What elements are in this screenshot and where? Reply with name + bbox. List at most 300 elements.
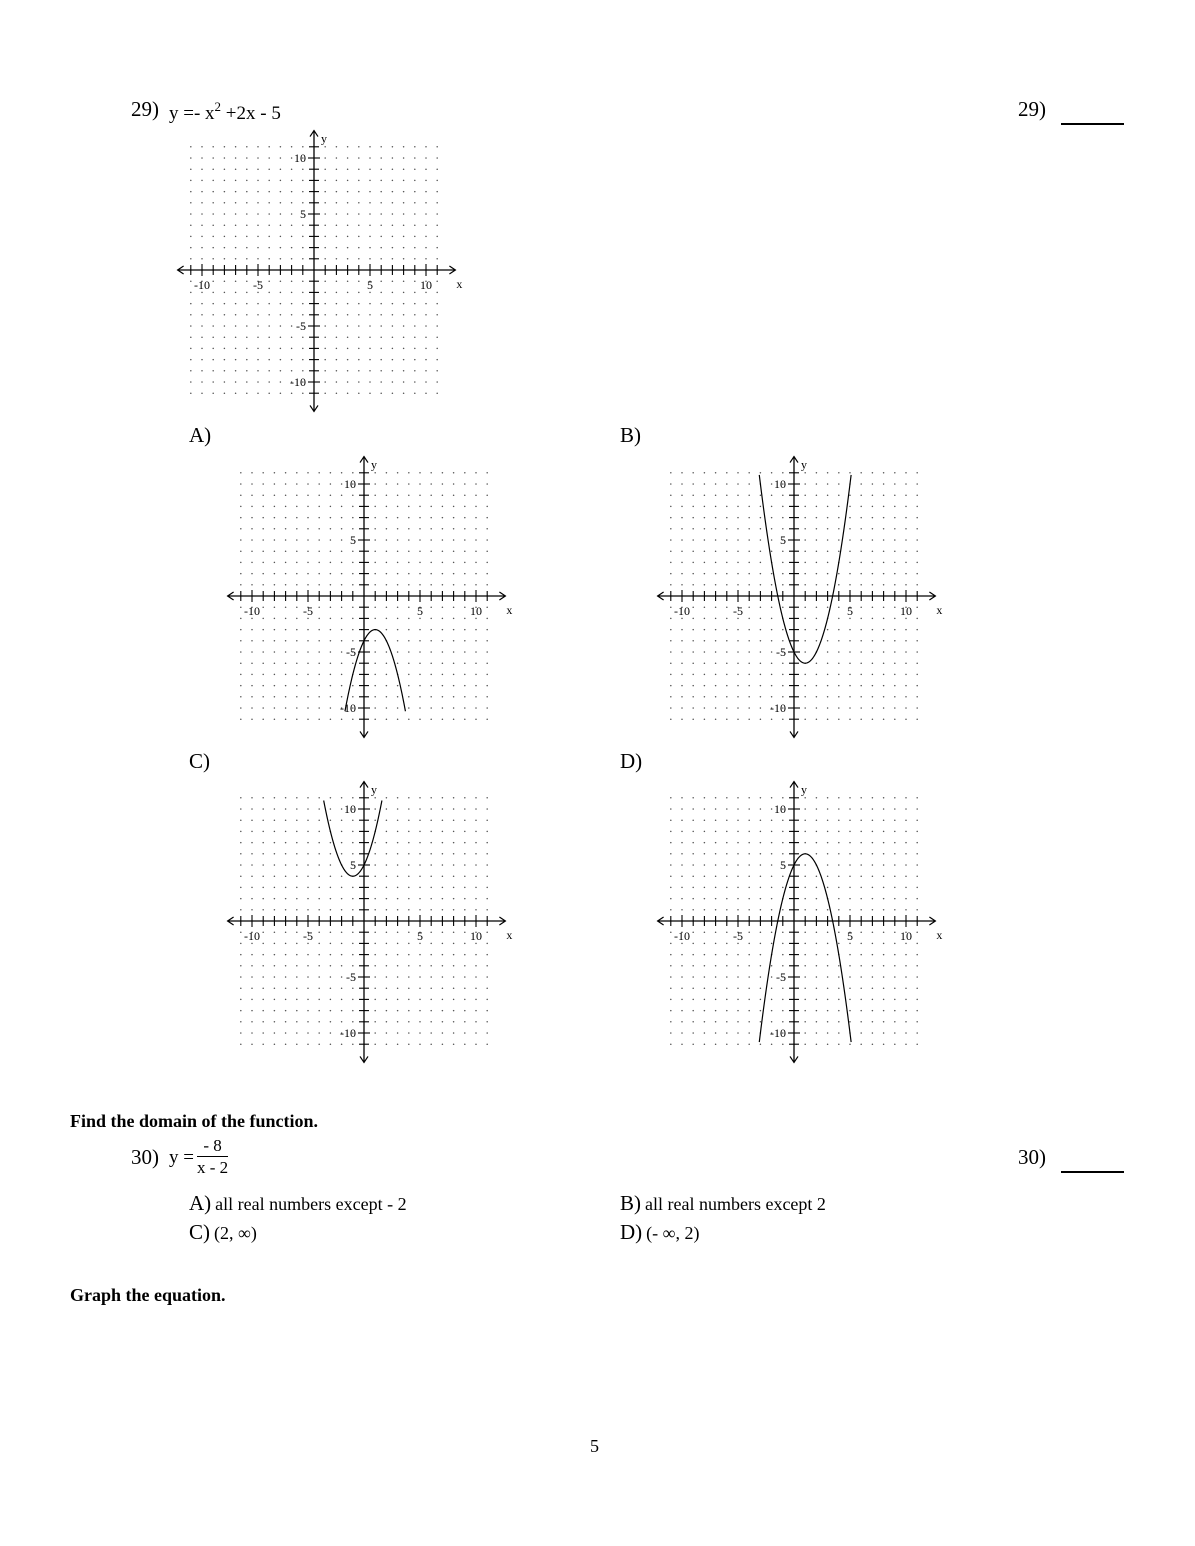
grid-dot	[894, 954, 896, 956]
grid-dot	[380, 280, 382, 282]
grid-dot	[430, 629, 432, 631]
grid-dot	[453, 965, 455, 967]
grid-dot	[330, 718, 332, 720]
grid-dot	[894, 1021, 896, 1023]
grid-dot	[307, 819, 309, 821]
grid-dot	[257, 314, 259, 316]
grid-dot	[397, 976, 399, 978]
grid-dot	[771, 584, 773, 586]
option-30-a[interactable]	[189, 1191, 407, 1216]
grid-dot	[307, 550, 309, 552]
grid-dot	[268, 202, 270, 204]
grid-dot	[224, 325, 226, 327]
grid-dot	[827, 517, 829, 519]
grid-dot	[692, 987, 694, 989]
grid-dot	[352, 931, 354, 933]
grid-dot	[358, 359, 360, 361]
grid-dot	[403, 247, 405, 249]
grid-dot	[201, 336, 203, 338]
grid-dot	[816, 931, 818, 933]
grid-dot	[324, 247, 326, 249]
grid-dot	[430, 1032, 432, 1034]
grid-dot	[894, 853, 896, 855]
grid-dot	[442, 584, 444, 586]
grid-dot	[442, 640, 444, 642]
grid-dot	[849, 898, 851, 900]
grid-dot	[464, 506, 466, 508]
grid-dot	[436, 314, 438, 316]
grid-dot	[251, 550, 253, 552]
grid-dot	[916, 584, 918, 586]
grid-dot	[804, 842, 806, 844]
y-tick-label: 5	[780, 533, 786, 547]
grid-dot	[280, 168, 282, 170]
grid-dot	[916, 1043, 918, 1045]
grid-dot	[430, 506, 432, 508]
grid-dot	[251, 999, 253, 1001]
grid-dot	[268, 348, 270, 350]
option-29-d-letter[interactable]: D)	[620, 749, 643, 773]
grid-dot	[827, 1043, 829, 1045]
grid-dot	[860, 472, 862, 474]
grid-dot	[262, 674, 264, 676]
option-30-b[interactable]	[620, 1191, 826, 1216]
grid-dot	[318, 696, 320, 698]
grid-dot	[386, 853, 388, 855]
grid-dot	[274, 517, 276, 519]
grid-dot	[414, 236, 416, 238]
grid-dot	[872, 954, 874, 956]
grid-dot	[262, 976, 264, 978]
grid-dot	[408, 517, 410, 519]
grid-dot	[274, 931, 276, 933]
grid-dot	[380, 392, 382, 394]
y-axis-label: y	[801, 782, 807, 797]
grid-dot	[341, 494, 343, 496]
grid-dot	[737, 506, 739, 508]
x-tick-label: 10	[470, 929, 482, 943]
grid-dot	[883, 618, 885, 620]
grid-dot	[408, 506, 410, 508]
grid-dot	[352, 685, 354, 687]
option-29-b-letter[interactable]: B)	[620, 423, 641, 447]
grid-dot	[475, 797, 477, 799]
grid-dot	[860, 853, 862, 855]
grid-dot	[341, 819, 343, 821]
grid-dot	[380, 336, 382, 338]
grid-dot	[408, 618, 410, 620]
grid-dot	[274, 629, 276, 631]
grid-dot	[726, 662, 728, 664]
grid-dot	[397, 954, 399, 956]
grid-dot	[392, 236, 394, 238]
grid-dot	[760, 517, 762, 519]
grid-dot	[715, 606, 717, 608]
grid-dot	[212, 146, 214, 148]
grid-dot	[307, 651, 309, 653]
grid-dot	[916, 898, 918, 900]
grid-dot	[425, 370, 427, 372]
grid-dot	[240, 472, 242, 474]
grid-dot	[475, 999, 477, 1001]
grid-dot	[464, 965, 466, 967]
grid-dot	[380, 157, 382, 159]
grid-dot	[257, 191, 259, 193]
grid-dot	[737, 640, 739, 642]
grid-dot	[262, 999, 264, 1001]
grid-dot	[291, 213, 293, 215]
grid-dot	[302, 258, 304, 260]
grid-dot	[324, 202, 326, 204]
grid-dot	[453, 987, 455, 989]
grid-dot	[726, 573, 728, 575]
grid-dot	[341, 696, 343, 698]
grid-dot	[726, 640, 728, 642]
grid-dot	[318, 1032, 320, 1034]
grid-dot	[436, 180, 438, 182]
grid-dot	[386, 797, 388, 799]
option-29-c-letter[interactable]: C)	[189, 749, 210, 773]
grid-dot	[296, 943, 298, 945]
grid-dot	[804, 976, 806, 978]
grid-dot	[453, 562, 455, 564]
grid-dot	[408, 864, 410, 866]
grid-dot	[397, 483, 399, 485]
grid-dot	[442, 808, 444, 810]
grid-dot	[212, 336, 214, 338]
grid-dot	[262, 472, 264, 474]
grid-dot	[816, 887, 818, 889]
grid-dot	[262, 573, 264, 575]
y-tick-label: 5	[780, 858, 786, 872]
grid-dot	[430, 1010, 432, 1012]
grid-dot	[296, 808, 298, 810]
x-tick-label: -10	[674, 604, 690, 618]
grid-dot	[442, 674, 444, 676]
grid-dot	[257, 213, 259, 215]
grid-dot	[251, 629, 253, 631]
grid-dot	[771, 898, 773, 900]
grid-dot	[285, 954, 287, 956]
grid-dot	[392, 146, 394, 148]
grid-dot	[414, 303, 416, 305]
grid-dot	[436, 236, 438, 238]
grid-dot	[240, 976, 242, 978]
grid-dot	[358, 325, 360, 327]
grid-dot	[464, 472, 466, 474]
grid-dot	[380, 247, 382, 249]
grid-dot	[486, 483, 488, 485]
grid-dot	[330, 506, 332, 508]
grid-dot	[318, 550, 320, 552]
grid-dot	[386, 976, 388, 978]
grid-dot	[748, 831, 750, 833]
grid-dot	[916, 1032, 918, 1034]
grid-dot	[414, 381, 416, 383]
grid-dot	[782, 662, 784, 664]
grid-dot	[280, 236, 282, 238]
grid-dot	[419, 797, 421, 799]
grid-dot	[872, 965, 874, 967]
grid-dot	[296, 819, 298, 821]
grid-dot	[442, 550, 444, 552]
grid-dot	[883, 539, 885, 541]
grid-dot	[692, 1032, 694, 1034]
grid-dot	[352, 831, 354, 833]
grid-dot	[715, 629, 717, 631]
grid-dot	[704, 954, 706, 956]
grid-dot	[392, 325, 394, 327]
grid-dot	[397, 651, 399, 653]
grid-dot	[430, 898, 432, 900]
grid-dot	[324, 336, 326, 338]
grid-dot	[905, 965, 907, 967]
grid-dot	[285, 864, 287, 866]
grid-dot	[872, 1043, 874, 1045]
grid-dot	[190, 336, 192, 338]
grid-dot	[352, 1021, 354, 1023]
grid-dot	[419, 976, 421, 978]
grid-dot	[748, 943, 750, 945]
option-30-c[interactable]	[189, 1220, 257, 1245]
grid-dot	[827, 685, 829, 687]
grid-dot	[804, 943, 806, 945]
grid-dot	[453, 1021, 455, 1023]
grid-dot	[369, 236, 371, 238]
grid-dot	[330, 606, 332, 608]
grid-dot	[704, 707, 706, 709]
grid-dot	[235, 247, 237, 249]
grid-dot	[827, 606, 829, 608]
grid-dot	[872, 887, 874, 889]
grid-dot	[403, 336, 405, 338]
grid-dot	[681, 909, 683, 911]
grid-dot	[827, 629, 829, 631]
grid-dot	[296, 875, 298, 877]
grid-dot	[369, 325, 371, 327]
grid-dot	[419, 483, 421, 485]
grid-dot	[324, 146, 326, 148]
grid-dot	[280, 280, 282, 282]
grid-dot	[704, 696, 706, 698]
grid-dot	[760, 718, 762, 720]
grid-dot	[464, 1032, 466, 1034]
option-30-d[interactable]	[620, 1220, 700, 1245]
grid-dot	[782, 528, 784, 530]
grid-dot	[894, 797, 896, 799]
grid-dot	[369, 168, 371, 170]
grid-dot	[827, 483, 829, 485]
grid-dot	[380, 348, 382, 350]
x-axis-label: x	[506, 928, 513, 942]
grid-dot	[442, 696, 444, 698]
grid-dot	[804, 718, 806, 720]
grid-dot	[318, 629, 320, 631]
grid-dot	[358, 224, 360, 226]
grid-dot	[827, 718, 829, 720]
grid-dot	[318, 898, 320, 900]
grid-dot	[302, 370, 304, 372]
y-tick-label: -10	[770, 701, 786, 715]
grid-dot	[330, 875, 332, 877]
grid-dot	[442, 853, 444, 855]
grid-dot	[246, 292, 248, 294]
grid-dot	[442, 898, 444, 900]
grid-dot	[737, 528, 739, 530]
grid-dot	[408, 842, 410, 844]
grid-dot	[212, 258, 214, 260]
grid-dot	[681, 584, 683, 586]
grid-dot	[358, 180, 360, 182]
grid-dot	[318, 976, 320, 978]
grid-dot	[804, 931, 806, 933]
grid-dot	[670, 887, 672, 889]
grid-dot	[430, 483, 432, 485]
grid-dot	[224, 213, 226, 215]
grid-dot	[392, 359, 394, 361]
grid-dot	[916, 707, 918, 709]
grid-dot	[374, 618, 376, 620]
grid-dot	[872, 718, 874, 720]
grid-dot	[212, 370, 214, 372]
grid-dot	[771, 1043, 773, 1045]
grid-dot	[318, 573, 320, 575]
grid-dot	[251, 573, 253, 575]
grid-dot	[274, 528, 276, 530]
option-29-a-letter[interactable]: A)	[189, 423, 212, 447]
grid-dot	[274, 864, 276, 866]
grid-dot	[726, 606, 728, 608]
grid-dot	[240, 494, 242, 496]
grid-dot	[240, 562, 242, 564]
grid-dot	[916, 662, 918, 664]
grid-dot	[380, 168, 382, 170]
grid-dot	[872, 539, 874, 541]
grid-dot	[414, 146, 416, 148]
grid-dot	[760, 573, 762, 575]
grid-dot	[486, 819, 488, 821]
grid-dot	[296, 999, 298, 1001]
grid-dot	[374, 909, 376, 911]
x-tick-label: -5	[303, 604, 313, 618]
answer-30-blank[interactable]	[1061, 1171, 1124, 1173]
grid-dot	[280, 381, 282, 383]
grid-dot	[414, 280, 416, 282]
grid-dot	[386, 1021, 388, 1023]
option-c-graph	[215, 775, 515, 1075]
grid-dot	[403, 191, 405, 193]
grid-dot	[726, 887, 728, 889]
answer-29-blank[interactable]	[1061, 123, 1124, 125]
grid-dot	[307, 1032, 309, 1034]
grid-dot	[235, 146, 237, 148]
grid-dot	[838, 898, 840, 900]
grid-dot	[894, 550, 896, 552]
grid-dot	[246, 370, 248, 372]
grid-dot	[201, 168, 203, 170]
grid-dot	[274, 976, 276, 978]
grid-dot	[715, 707, 717, 709]
grid-dot	[905, 718, 907, 720]
grid-dot	[760, 943, 762, 945]
grid-dot	[240, 629, 242, 631]
grid-dot	[285, 517, 287, 519]
grid-dot	[453, 1032, 455, 1034]
grid-dot	[274, 685, 276, 687]
grid-dot	[715, 808, 717, 810]
grid-dot	[262, 517, 264, 519]
grid-dot	[883, 662, 885, 664]
grid-dot	[425, 325, 427, 327]
grid-dot	[285, 1043, 287, 1045]
grid-dot	[905, 864, 907, 866]
grid-dot	[670, 539, 672, 541]
grid-dot	[760, 472, 762, 474]
grid-dot	[425, 202, 427, 204]
grid-dot	[369, 180, 371, 182]
grid-dot	[782, 640, 784, 642]
grid-dot	[883, 853, 885, 855]
grid-dot	[760, 550, 762, 552]
grid-dot	[386, 685, 388, 687]
grid-dot	[358, 348, 360, 350]
option-30-b-letter: B)	[620, 1191, 641, 1215]
x-tick-label: 5	[367, 278, 373, 292]
grid-dot	[670, 954, 672, 956]
grid-dot	[369, 348, 371, 350]
grid-dot	[849, 797, 851, 799]
grid-dot	[262, 662, 264, 664]
grid-dot	[771, 842, 773, 844]
grid-dot	[453, 550, 455, 552]
grid-dot	[296, 562, 298, 564]
grid-dot	[240, 875, 242, 877]
grid-dot	[291, 280, 293, 282]
grid-dot	[324, 359, 326, 361]
grid-dot	[726, 853, 728, 855]
grid-dot	[386, 517, 388, 519]
grid-dot	[403, 325, 405, 327]
grid-dot	[190, 146, 192, 148]
grid-dot	[296, 651, 298, 653]
option-30-c-letter: C)	[189, 1220, 210, 1244]
grid-dot	[453, 718, 455, 720]
grid-dot	[726, 550, 728, 552]
grid-dot	[262, 528, 264, 530]
grid-dot	[251, 718, 253, 720]
x-tick-label: -5	[303, 929, 313, 943]
x-tick-label: -10	[244, 929, 260, 943]
grid-dot	[905, 954, 907, 956]
grid-dot	[291, 168, 293, 170]
grid-dot	[782, 550, 784, 552]
grid-dot	[274, 875, 276, 877]
grid-dot	[849, 517, 851, 519]
grid-dot	[386, 954, 388, 956]
grid-dot	[307, 674, 309, 676]
grid-dot	[330, 954, 332, 956]
grid-dot	[347, 392, 349, 394]
grid-dot	[318, 808, 320, 810]
grid-dot	[436, 146, 438, 148]
grid-dot	[408, 674, 410, 676]
option-a-graph	[215, 450, 515, 750]
grid-dot	[240, 1010, 242, 1012]
grid-dot	[257, 258, 259, 260]
grid-dot	[380, 292, 382, 294]
grid-dot	[760, 831, 762, 833]
grid-dot	[782, 1021, 784, 1023]
